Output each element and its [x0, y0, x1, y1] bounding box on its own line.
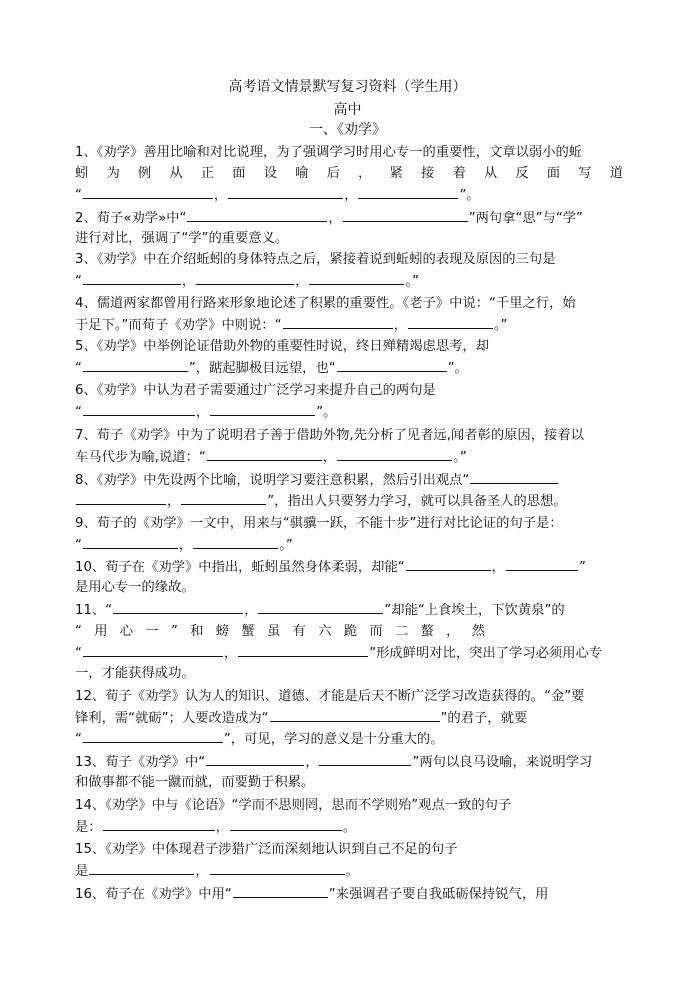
q15-line1: 15、《劝学》中体现君子涉猎广泛而深刻地认识到自己不足的句子 — [75, 842, 458, 857]
blank[interactable] — [206, 752, 304, 766]
q6-line2: “ ， ”。 — [75, 402, 623, 423]
blank[interactable] — [506, 557, 578, 571]
q4-line2: 于足下。”而荀子《劝学》中则说：“ ， 。” — [75, 315, 623, 336]
blank[interactable] — [207, 447, 322, 461]
q3-line2: “ ， ， 。” — [75, 271, 623, 292]
blank[interactable] — [83, 358, 188, 372]
q2-line2: 进行对比，强调了“学”的重要意义。 — [75, 231, 289, 246]
q9-line1: 9、荀子的《劝学》一文中，用来与“骐骥一跃，不能十步”进行对比论证的句子是： — [75, 516, 563, 531]
char: 蚓 — [75, 166, 89, 181]
blank[interactable] — [83, 535, 178, 549]
q12-line1: 12、荀子《劝学》认为人的知识、道德、才能是后天不断广泛学习改造获得的。“金”要 — [75, 689, 585, 704]
section-heading: 一、《劝学》 — [309, 122, 386, 138]
q10-line2: 是用心专一的缘故。 — [75, 580, 195, 595]
blank[interactable] — [103, 817, 215, 831]
blank[interactable] — [187, 208, 327, 222]
blank[interactable] — [470, 470, 558, 484]
blank[interactable] — [181, 491, 266, 505]
blank[interactable] — [113, 600, 243, 614]
char: 为 — [106, 166, 120, 181]
document-title: 高考语文情景默写复习资料（学生用） — [228, 79, 467, 95]
q1-line1: 1、《劝学》善用比喻和对比说理，为了强调学习时用心专一的重要性，文章以弱小的蚯 — [75, 145, 583, 160]
blank[interactable] — [83, 185, 213, 199]
q13-line2: 和做事都不能一蹴而就，而要勤于积累。 — [75, 775, 315, 790]
q12-line3: “ ”，可见，学习的意义是十分重大的。 — [75, 729, 623, 750]
char: 面 — [546, 166, 561, 181]
blank[interactable] — [233, 884, 328, 898]
blank[interactable] — [210, 861, 345, 875]
q1-line2 — [75, 164, 623, 184]
blank[interactable] — [83, 271, 181, 285]
char: 喻 — [295, 166, 309, 181]
blank[interactable] — [337, 447, 452, 461]
char: 从 — [483, 166, 498, 181]
blank[interactable] — [309, 271, 404, 285]
blank[interactable] — [196, 271, 294, 285]
q4-line1: 4、儒道两家都曾用行路来形象地论述了积累的重要性。《老子》中说：“千里之行，始 — [75, 296, 576, 311]
blank[interactable] — [83, 729, 223, 743]
q16-line1: 16、荀子在《劝学》中用“ ”来强调君子要自我砥砺保持锐气，用 — [75, 884, 623, 905]
q14-line1: 14、《劝学》中与《论语》“学而不思则罔，思而不学则殆”观点一致的句子 — [75, 798, 512, 813]
q7-line1: 7、荀子《劝学》中为了说明君子善于借助外物,先分析了见者远,闻者彰的原因，接着以 — [75, 428, 584, 443]
blank[interactable] — [193, 535, 278, 549]
q1-line3: “ ， ， ”。 — [75, 185, 623, 206]
char: 设 — [263, 166, 278, 181]
q5-line2: “ ”，踮起脚极目远望，也“ ”。 — [75, 358, 623, 379]
blank[interactable] — [406, 557, 491, 571]
q11-line3: “ ， ”形成鲜明对比，突出了学习必须用心专 — [75, 643, 623, 664]
q7-line2: 车马代步为喻,说道：“ ， 。” — [75, 447, 623, 468]
char: 正 — [200, 166, 215, 181]
q14-line2: 是： ， 。 — [75, 817, 623, 838]
q8-line1: 8、《劝学》中先设两个比喻，说明学习要注意积累，然后引出观点“ — [75, 470, 623, 491]
blank[interactable] — [358, 185, 458, 199]
q11-line4: 一，才能获得成功。 — [75, 666, 195, 681]
char: 例 — [137, 166, 152, 181]
q5-line1: 5、《劝学》中举例论证借助外物的重要性时说，终日殚精竭虑思考，却 — [75, 339, 490, 354]
q10-line1: 10、荀子在《劝学》中指出，蚯蚓虽然身体柔弱，却能“ ， ” — [75, 557, 623, 578]
blank[interactable] — [258, 600, 383, 614]
q11-line2: “用心一”和螃蟹虽有六跪而二螯，然 — [75, 624, 498, 639]
q15-line2: 是 ， 。 — [75, 861, 623, 882]
blank[interactable] — [408, 315, 493, 329]
blank[interactable] — [270, 708, 440, 722]
q11-line1: 11、“ ， ”却能“上食埃土，下饮黄泉”的 — [75, 600, 623, 621]
blank[interactable] — [238, 643, 368, 657]
q3-line1: 3、《劝学》中在介绍蚯蚓的身体特点之后，紧接着说到蚯蚓的表现及原因的三句是 — [75, 252, 556, 267]
char: 接 — [420, 166, 435, 181]
blank[interactable] — [319, 752, 411, 766]
blank[interactable] — [76, 491, 166, 505]
char: 反 — [515, 166, 529, 181]
blank[interactable] — [83, 643, 223, 657]
blank[interactable] — [343, 208, 468, 222]
blank[interactable] — [83, 402, 195, 416]
char: 后 — [326, 166, 340, 181]
char: 面 — [232, 166, 246, 181]
level-label: 高中 — [333, 102, 362, 118]
char: 道 — [609, 166, 623, 181]
blank[interactable] — [337, 358, 447, 372]
q13-line1: 13、荀子《劝学》中“ ， ”两句以良马设喻，来说明学习 — [75, 752, 623, 773]
q9-line2: “ ， 。” — [75, 535, 623, 556]
blank[interactable] — [89, 861, 194, 875]
q8-line2: ， ”，指出人只要努力学习，就可以具备圣人的思想。 — [75, 491, 623, 512]
blank[interactable] — [228, 185, 343, 199]
q12-line2: 锋利，需“就砺”；人要改造成为“ ”的君子，就要 — [75, 708, 623, 729]
q6-line1: 6、《劝学》中认为君子需要通过广泛学习来提升自己的两句是 — [75, 383, 436, 398]
char: 从 — [169, 166, 183, 181]
char: 写 — [578, 166, 592, 181]
blank[interactable] — [283, 315, 393, 329]
char: 紧 — [389, 166, 403, 181]
q2-line1: 2、荀子«劝学»中“ ， ”两句拿“思”与“学” — [75, 208, 623, 229]
char: 着 — [452, 166, 466, 181]
char: ， — [358, 166, 372, 181]
blank[interactable] — [230, 817, 342, 831]
blank[interactable] — [210, 402, 315, 416]
